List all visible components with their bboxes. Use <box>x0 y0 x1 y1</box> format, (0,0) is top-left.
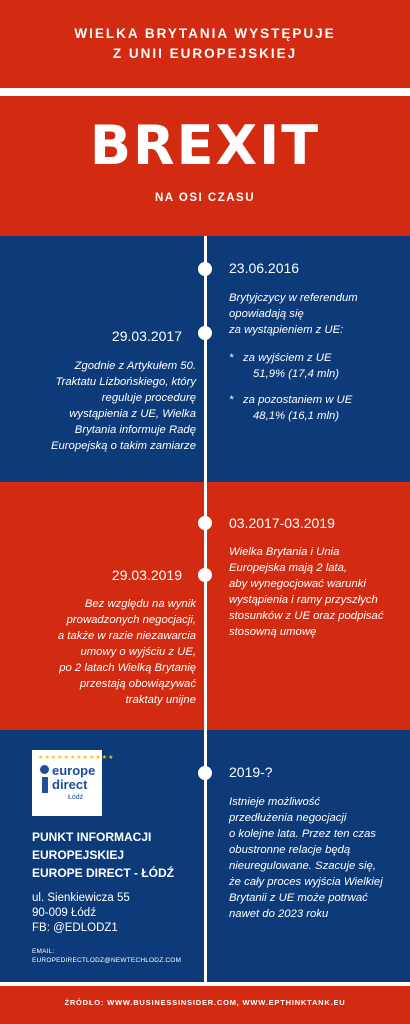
contact-email: EMAIL: EUROPEDIRECTLODZ@NEWTECHLODZ.COM <box>32 948 182 964</box>
event-text: Brytyjczycy w referendum opowiadają się za wystąpieniem z UE: <box>229 292 358 336</box>
footer-source: ŹRÓDŁO: WWW.BUSINESSINSIDER.COM, WWW.EPTHINKTANK.EU <box>64 998 346 1007</box>
event-date: 29.03.2017 <box>111 328 182 344</box>
logo-city: Łódź <box>68 794 84 801</box>
bullet-item: * za pozostaniem w UE 48,1% (16,1 mln) <box>229 394 353 422</box>
facebook-handle: FB: @EDLODZ1 <box>32 922 118 934</box>
hero-subtitle: NA OSI CZASU <box>155 192 255 204</box>
timeline-dot <box>198 516 212 530</box>
eu-stars-icon: ★★★★★★★★★★★★ <box>38 755 115 761</box>
hero-banner <box>0 96 410 236</box>
info-i-icon <box>40 765 49 774</box>
timeline-dot <box>198 326 212 340</box>
timeline-section-1 <box>0 236 410 482</box>
contact-title: PUNKT INFORMACJI EUROPEJSKIEJ EUROPE DIRECT - ŁÓDŹ <box>32 830 175 880</box>
contact-address: ul. Sienkiewicza 55 90-009 Łódź FB: @EDLODZ1 <box>32 892 130 934</box>
europe-direct-logo <box>32 750 115 816</box>
event-date: 23.06.2016 <box>229 260 300 276</box>
timeline-dot <box>198 766 212 780</box>
timeline-section-2 <box>0 482 410 730</box>
event-text: Istnieje możliwość przedłużenia negocjacji o kolejne lata. Przez ten czas obustronne relacje będą nieuregulowane. Szacuje się, że cały proces wyjścia Wielkiej Brytanii z UE może potrwać nawet do 2023 roku <box>229 796 383 920</box>
event-date: 2019-? <box>229 764 273 780</box>
header-title-line2: Z UNII EUROPEJSKIEJ <box>112 46 298 61</box>
header-title-line1: WIELKA BRYTANIA WYSTĘPUJE <box>74 26 336 41</box>
footer-banner <box>0 986 410 1024</box>
info-i-bar <box>42 777 48 793</box>
logo-word-europe: europe <box>52 763 96 778</box>
timeline-dot <box>198 262 212 276</box>
bullet-item: * za wyjściem z UE 51,9% (17,4 mln) <box>229 352 340 380</box>
event-date: 29.03.2019 <box>111 567 182 583</box>
timeline-dot <box>198 568 212 582</box>
event-date: 03.2017-03.2019 <box>229 515 335 531</box>
event-text: Zgodnie z Artykułem 50. Traktatu Lizbońskiego, który reguluje procedurę wystąpienia z UE, Wielka Brytania informuje Radę Europejską o takim zamiarze <box>50 360 196 452</box>
hero-title: BREXIT <box>89 114 321 177</box>
header-banner <box>0 0 410 88</box>
event-text: Wielka Brytania i Unia Europejska mają 2 lata, aby wynegocjować warunki wystąpienia i ramy przyszłych stosunków z UE oraz podpisać stosowną umowę <box>229 546 384 638</box>
logo-word-direct: direct <box>52 777 88 792</box>
event-text: Bez względu na wynik prowadzonych negocjacji, a także w razie niezawarcia umowy o wyjściu z UE, po 2 latach Wielką Brytanię przestają obowiązywać traktaty unijne <box>57 598 196 706</box>
